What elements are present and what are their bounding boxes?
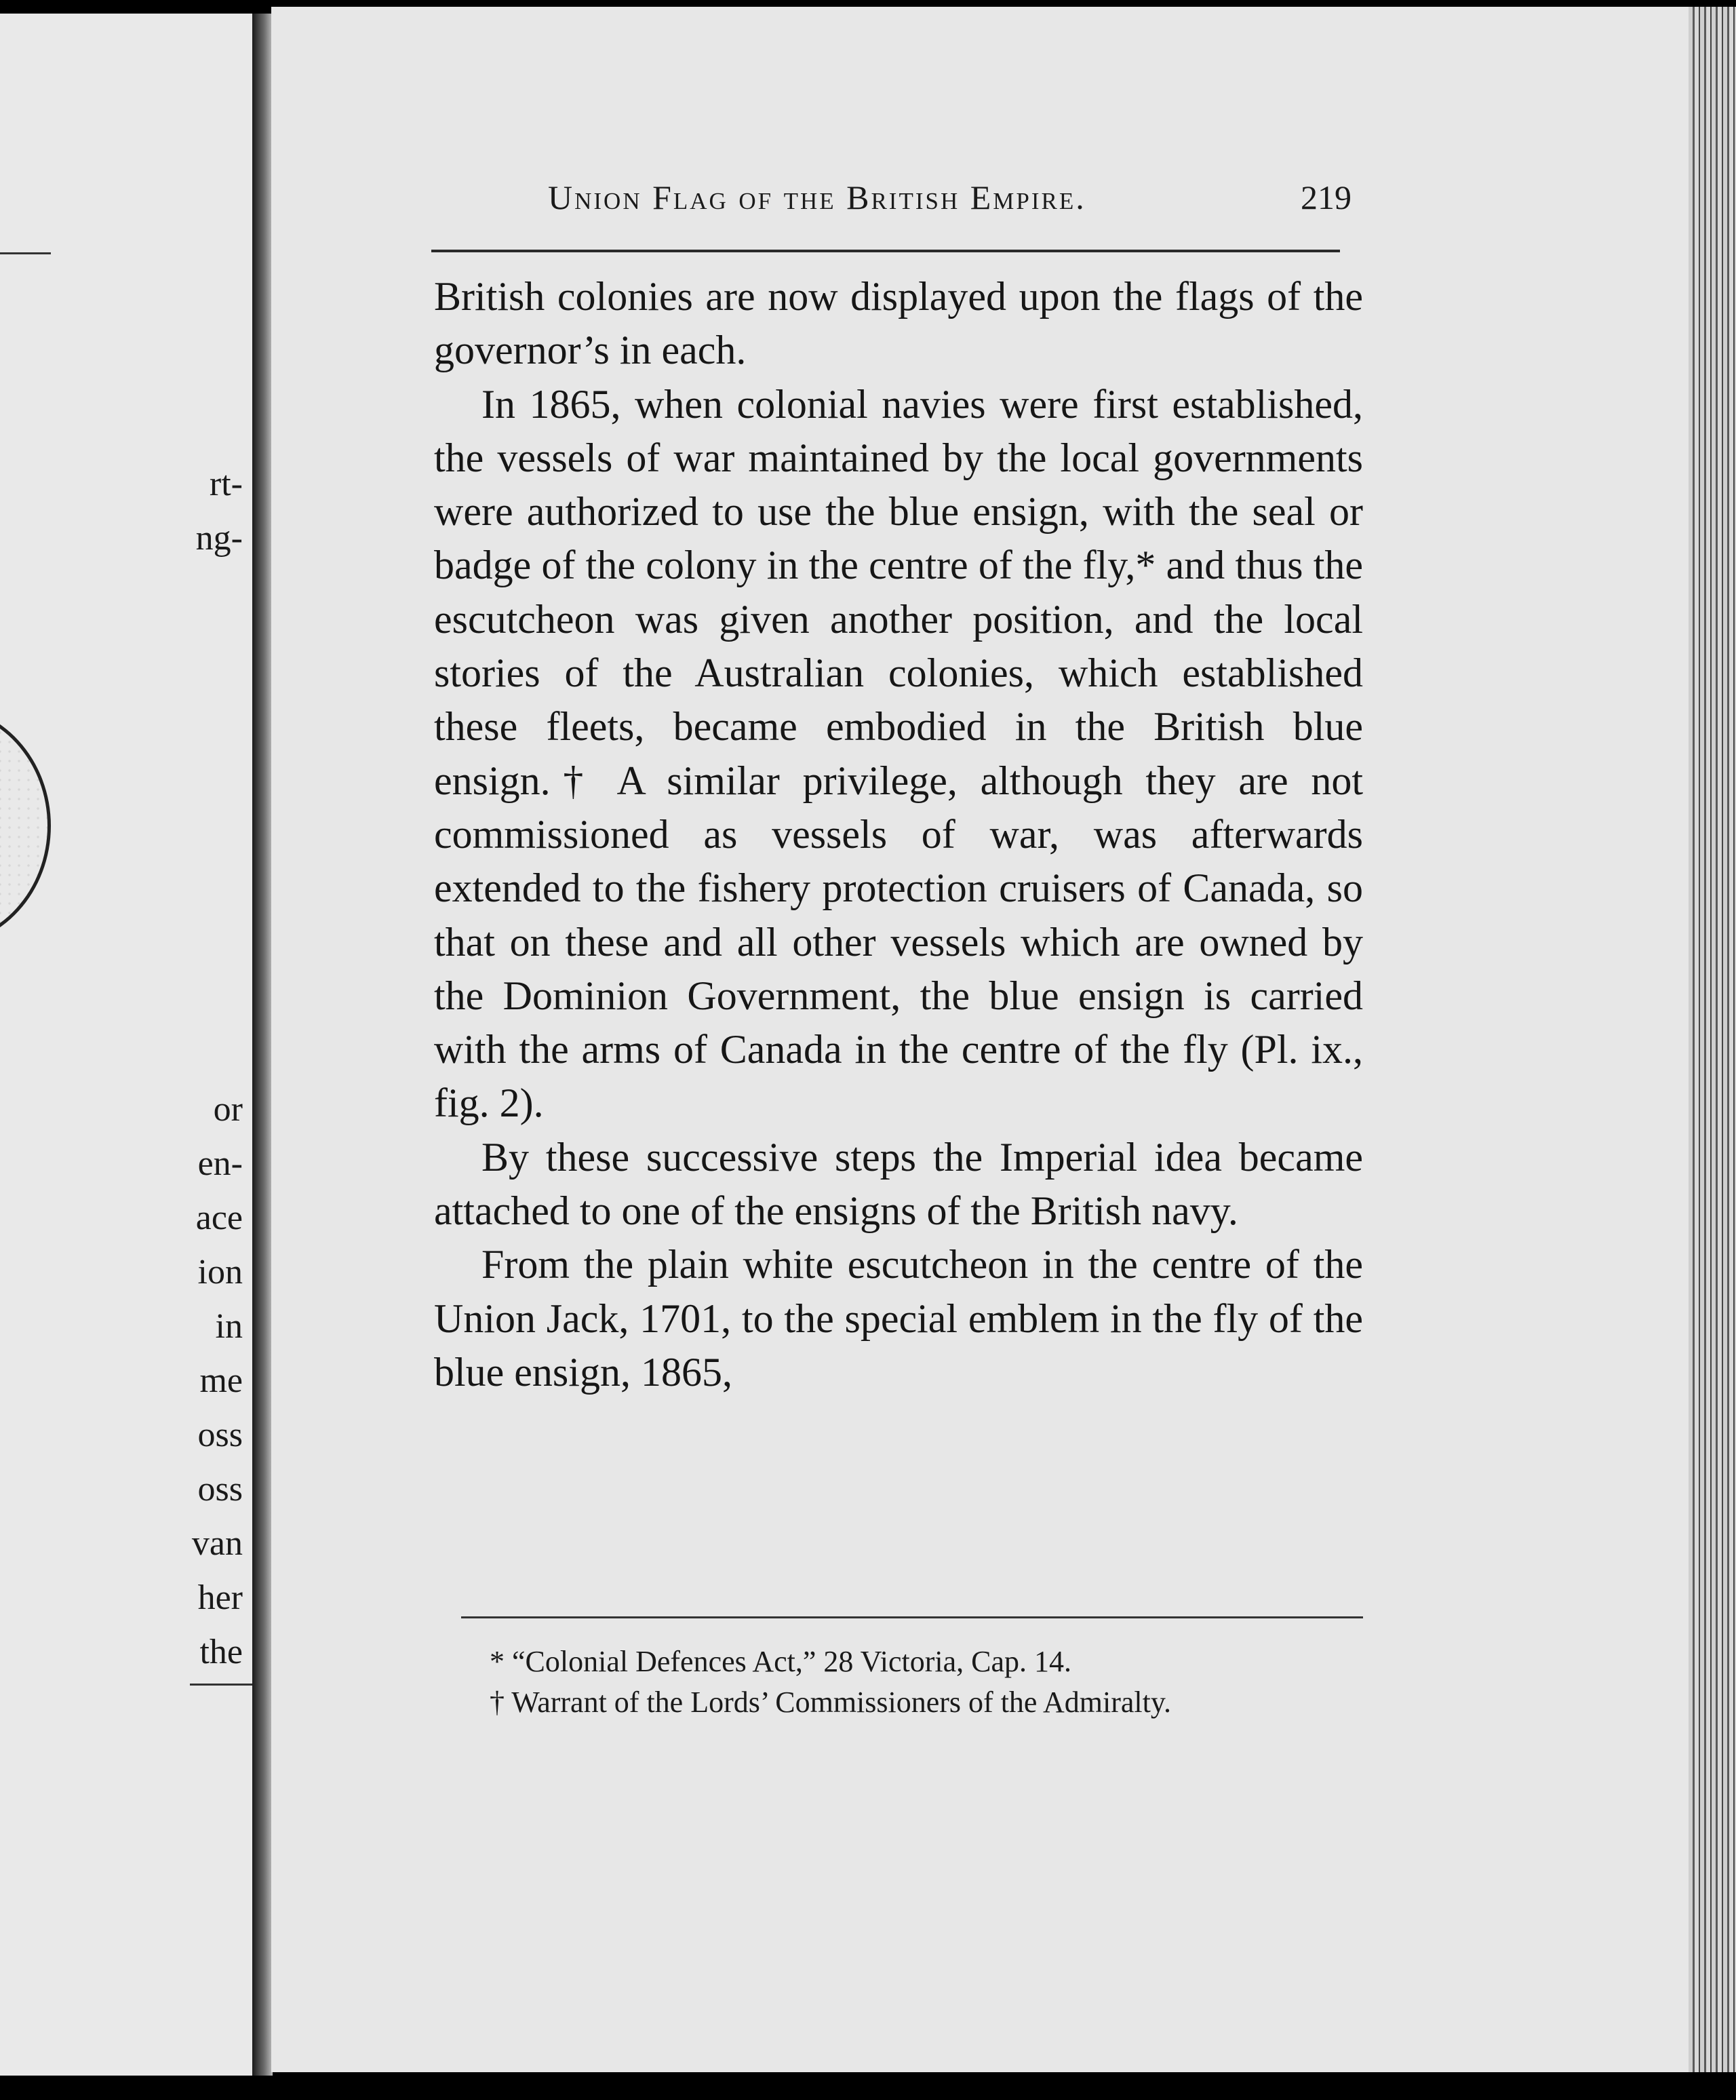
paragraph: By these successive steps the Imperial idea became attached to one of the ensigns of the British navy. bbox=[434, 1134, 1363, 1234]
left-page-top-rule bbox=[0, 252, 51, 254]
figure-fragment bbox=[0, 705, 51, 946]
left-page-line: rt- bbox=[209, 465, 243, 503]
left-page-line: ion bbox=[197, 1253, 243, 1291]
body-text bbox=[434, 270, 1363, 1399]
footnote-rule bbox=[461, 1616, 1363, 1618]
left-page-line: in bbox=[215, 1307, 243, 1346]
left-page-line: or bbox=[213, 1090, 243, 1129]
left-page-line: me bbox=[199, 1361, 243, 1400]
book-gutter bbox=[252, 14, 273, 2076]
running-title: Union Flag of the British Empire. bbox=[548, 178, 1086, 216]
page-edges bbox=[1689, 7, 1736, 2072]
left-page-line: oss bbox=[197, 1470, 243, 1509]
page-number: 219 bbox=[1301, 178, 1352, 216]
left-page-bottom-rule bbox=[190, 1684, 252, 1686]
footnote: † Warrant of the Lords’ Commissioners of the Admiralty. bbox=[490, 1686, 1172, 1719]
footnotes bbox=[490, 1641, 1371, 1723]
footnote: * “Colonial Defences Act,” 28 Victoria, Cap. 14. bbox=[490, 1645, 1071, 1678]
left-page-line: oss bbox=[197, 1416, 243, 1454]
paragraph: From the plain white escutcheon in the centre of the Union Jack, 1701, to the special emblem in the fly of the blue ensign, 1865, bbox=[434, 1242, 1363, 1395]
left-page-line: en- bbox=[197, 1144, 243, 1183]
left-page-line: the bbox=[199, 1633, 243, 1671]
header-rule bbox=[431, 250, 1340, 252]
left-page-line: ng- bbox=[195, 519, 243, 558]
running-head bbox=[548, 178, 1352, 225]
left-page bbox=[0, 14, 252, 2076]
left-page-line: ace bbox=[195, 1199, 243, 1237]
left-page-line: her bbox=[197, 1578, 243, 1617]
left-page-line: van bbox=[191, 1524, 243, 1563]
paragraph: In 1865, when colonial navies were first established, the vessels of war maintained by the local governments were authorized to use the blue ensign, with the seal or badge of the colony in the centre of the fly,* and thus the escutcheon was given another position, and the local stories of the Australian colonies, which established these fleets, became embodied in the British blue ensign.† A similar privilege, although they are not commissioned as vessels of war, was afterwards extended to the fishery protection cruisers of Canada, so that on these and all other vessels which are owned by the Dominion Government, the blue ensign is carried with the arms of Canada in the centre of the fly (Pl. ix., fig. 2). bbox=[434, 381, 1363, 1126]
paragraph: British colonies are now displayed upon the flags of the governor’s in each. bbox=[434, 274, 1363, 373]
